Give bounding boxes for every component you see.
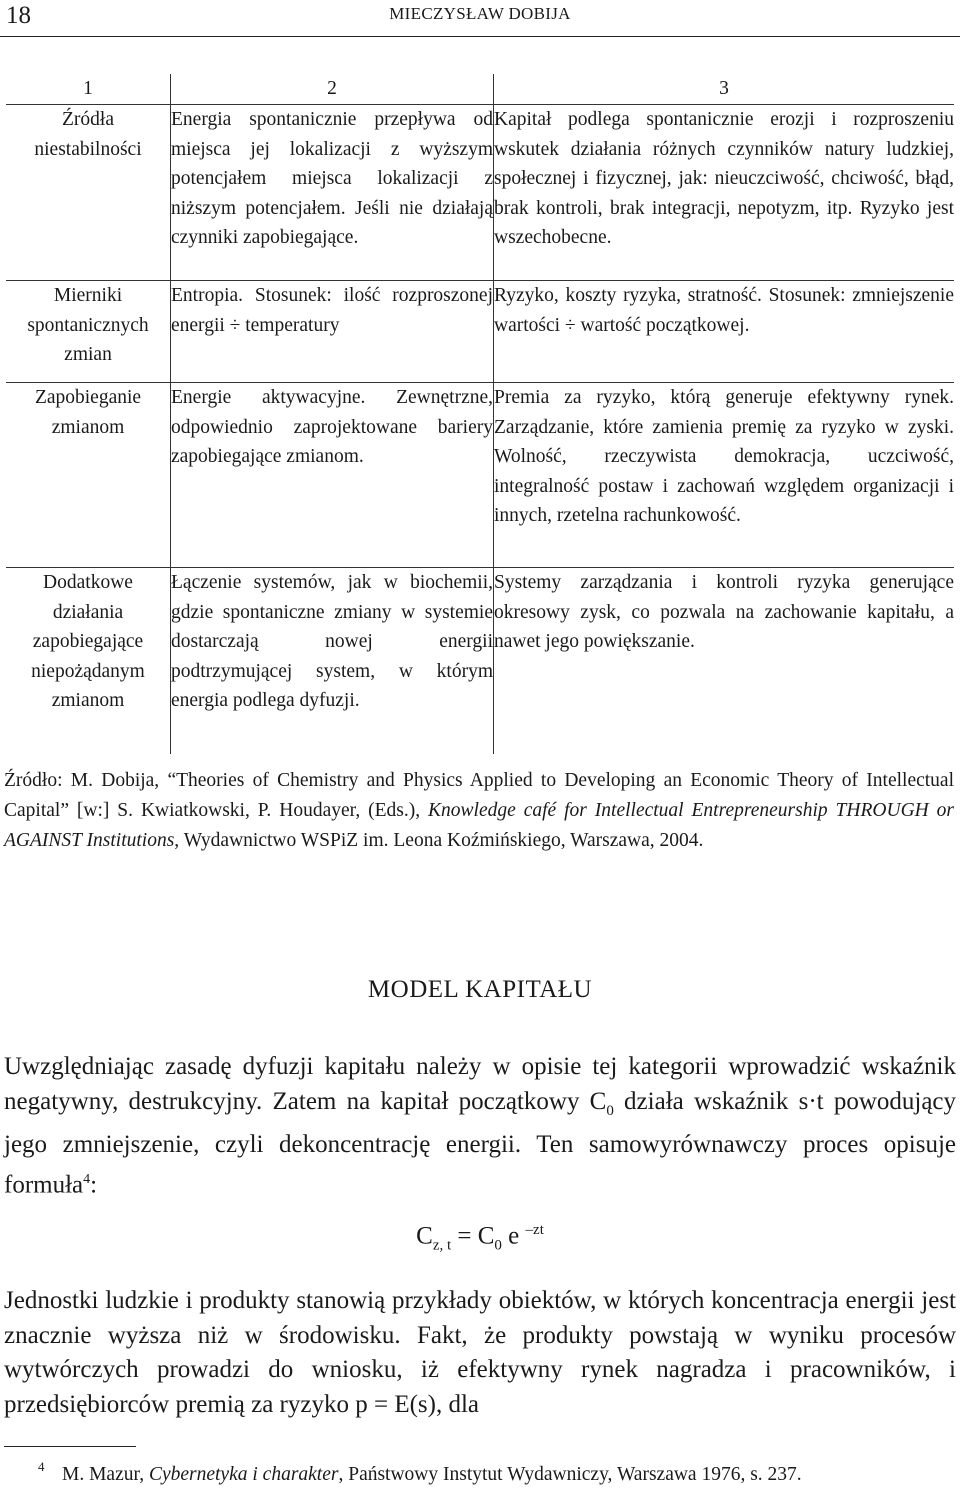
row-category-cell <box>6 281 171 383</box>
row-category-line: Dodatkowe <box>43 572 133 593</box>
column-header: 2 <box>171 74 494 105</box>
formula <box>0 1222 960 1254</box>
paragraph-text: : <box>90 1170 98 1198</box>
subscript: 0 <box>606 1102 614 1119</box>
footnote-title: Cybernetyka i charakter <box>148 1464 339 1485</box>
row-category-line: zmian <box>64 344 112 365</box>
paragraph-text: działa wskaźnik s·t powodujący jego zmniejszenie, czyli dekoncentrację energii. Ten samowyrównawczy proces opisuje formuła <box>4 1087 957 1198</box>
footnote-rest: , Państwowy Instytut Wydawniczy, Warszawa 1976, s. 237. <box>338 1464 802 1485</box>
column-header: 1 <box>6 74 171 105</box>
source-note-text: Źródło: M. Dobija, “Theories of Chemistry and Physics Applied to Developing an Economic Theory of Intellectual Capital” [w:] S. Kwiatkowski, P. Houdayer, (Eds.), <box>4 770 954 821</box>
comparison-table <box>6 74 954 754</box>
row-category-cell <box>6 105 171 281</box>
table-row <box>6 383 954 568</box>
paragraph <box>4 1050 956 1202</box>
source-note <box>4 766 954 856</box>
row-category-line: niestabilności <box>34 138 142 160</box>
physics-cell: Energie aktywacyjne. Zewnętrzne, odpowiednio zaprojektowane bariery zapobiegające zmianom. <box>171 383 494 568</box>
table-row <box>6 281 954 383</box>
row-category-cell <box>6 568 171 754</box>
row-category-line: Źródła <box>62 109 114 130</box>
formula-c-subscript: 0 <box>494 1237 502 1254</box>
paragraph-text: Uwzględniając zasadę dyfuzji kapitału należy w opisie tej kategorii wprowadzić wskaźnik negatywny, destrukcyjny. Zatem na kapitał początkowy C <box>4 1053 956 1115</box>
row-category-line: działania <box>52 601 124 623</box>
table-row <box>6 105 954 281</box>
footnote <box>38 1459 802 1488</box>
page-header <box>0 0 960 37</box>
footnote-text <box>40 1464 802 1485</box>
footnote-author: M. Mazur, <box>62 1464 149 1485</box>
row-category-line: niepożądanym <box>31 660 145 682</box>
economics-cell: Premia za ryzyko, którą generuje efektywny rynek. Zarządzanie, które zamienia premię za ryzyko w zyski. Wolność, rzeczywista demokracja, uczciwość, integralność postaw i zachowań względem organizacji i innych, rzetelna rachunkowość. <box>494 383 955 568</box>
formula-lhs: C <box>416 1222 433 1250</box>
row-category-line: Mierniki <box>53 285 123 306</box>
economics-cell: Ryzyko, koszty ryzyka, stratność. Stosunek: zmniejszenie wartości ÷ wartość początkowej. <box>494 281 955 383</box>
paragraph: Jednostki ludzkie i produkty stanowią przykłady obiektów, w których koncentracja energii jest znacznie wyższa niż w środowisku. Fakt, że produkty powstają w wyniku procesów wytwórczych prowadzi do wniosku, iż efektywny rynek nagradza i pracowników, i przedsiębiorców premią za ryzyko p = E(s), dla <box>4 1287 956 1418</box>
formula-e: e <box>501 1222 526 1250</box>
row-category-line: spontanicznych <box>27 314 149 336</box>
physics-cell: Łączenie systemów, jak w biochemii, gdzie spontaniczne zmiany w systemie dostarczają nowej energii podtrzymującej system, w którym energia podlega dyfuzji. <box>171 568 494 754</box>
footnote-reference: 4 <box>83 1171 91 1187</box>
page-number: 18 <box>6 2 31 29</box>
formula-eq: = C <box>451 1222 495 1250</box>
source-book-title: Knowledge café for Intellectual Entrepreneurship THROUGH or AGAINST Institutions <box>4 800 954 851</box>
section-title: MODEL KAPITAŁU <box>367 976 593 1003</box>
source-publisher: , Wydawnictwo WSPiZ im. Leona Koźmińskiego, Warszawa, 2004. <box>174 830 704 851</box>
economics-cell: Kapitał podlega spontanicznie erozji i rozproszeniu wskutek działania różnych czynników natury ludzkiej, społecznej i fizycznej, jak: nieuczciwość, chciwość, błąd, brak kontroli, brak integracji, nepotyzm, itp. Ryzyko jest wszechobecne. <box>494 105 955 281</box>
row-category-line: zapobiegające <box>32 631 144 652</box>
table-row <box>6 568 954 754</box>
row-category-line: Zapobieganie <box>34 387 142 408</box>
footnote-number: 4 <box>38 1459 45 1474</box>
row-category-cell <box>6 383 171 568</box>
column-header: 3 <box>494 74 955 105</box>
footnote-divider <box>4 1446 136 1447</box>
formula-lhs-subscript: z, t <box>432 1237 452 1254</box>
formula-exponent: –zt <box>525 1222 544 1238</box>
table-header-row <box>6 74 954 105</box>
row-category-line: zmianom <box>51 416 125 438</box>
physics-cell: Energia spontanicznie przepływa od miejsca jej lokalizacji z wyższym potencjałem miejsca lokalizacji z niższym potencjałem. Jeśli nie działają czynniki zapobiegające. <box>171 105 494 281</box>
physics-cell: Entropia. Stosunek: ilość rozproszonej energii ÷ temperatury <box>171 281 494 383</box>
row-category-line: zmianom <box>51 690 125 711</box>
economics-cell: Systemy zarządzania i kontroli ryzyka generujące okresowy zysk, co pozwala na zachowanie kapitału, a nawet jego powiększanie. <box>494 568 955 754</box>
running-head: MIECZYSŁAW DOBIJA <box>389 4 571 23</box>
